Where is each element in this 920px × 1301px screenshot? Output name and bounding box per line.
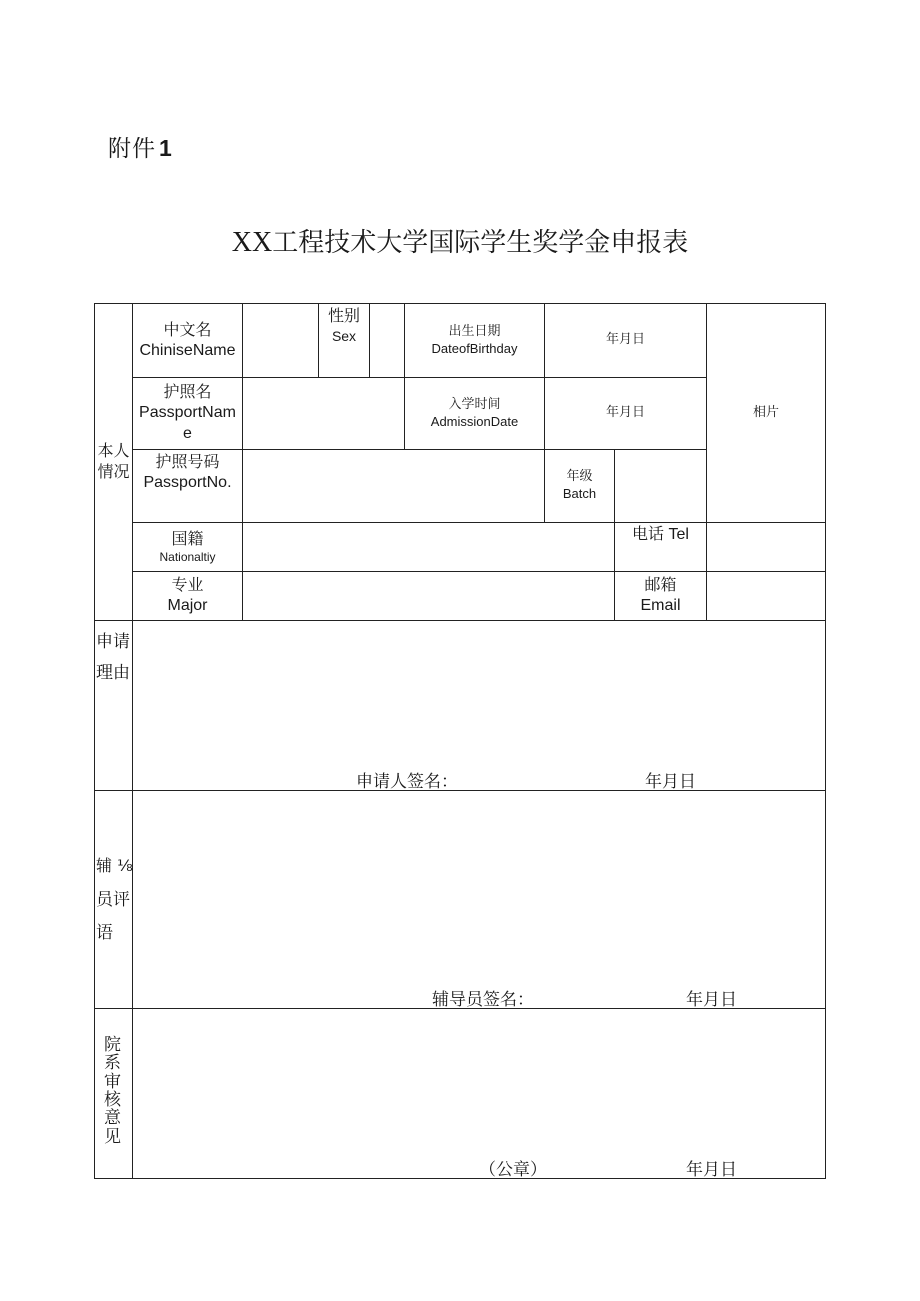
applicant-signature-label: 申请人签名： <box>356 772 458 792</box>
admission-cn: 入学时间 <box>448 396 501 412</box>
counselor-date: 年月日 <box>686 990 737 1010</box>
photo-label: 相片 <box>752 404 779 420</box>
annex-label <box>108 130 173 163</box>
counselor-label-line3: 语 <box>96 923 113 944</box>
applicant-date: 年月日 <box>645 772 696 792</box>
reason-label-line2: 理由 <box>96 663 130 684</box>
passport-no-field[interactable] <box>242 449 545 523</box>
major-en: Major <box>167 597 208 614</box>
department-label-char2: 系 <box>104 1053 121 1074</box>
email-en: Email <box>640 597 681 614</box>
title-prefix: XX <box>231 227 273 258</box>
admission-label <box>404 377 545 450</box>
reason-label-line1: 申请 <box>96 632 130 652</box>
dob-value: 年月日 <box>605 332 645 348</box>
admission-value: 年月日 <box>605 405 645 421</box>
admission-field[interactable] <box>544 377 707 450</box>
dob-label <box>404 303 545 378</box>
chinese-name-label <box>132 303 243 378</box>
personal-section-label <box>94 303 133 621</box>
tel-label <box>614 522 707 572</box>
batch-field[interactable] <box>614 449 707 523</box>
photo-box[interactable] <box>706 303 826 523</box>
passport-name-field[interactable] <box>242 377 405 450</box>
counselor-comment-field[interactable] <box>132 790 826 1009</box>
department-label-char4: 核 <box>104 1090 121 1111</box>
passport-name-en-line2: e <box>183 424 192 442</box>
chinese-name-cn: 中文名 <box>163 319 212 339</box>
nationality-label <box>132 522 243 572</box>
department-label-char1: 院 <box>104 1035 121 1055</box>
passport-no-en: PassportNo. <box>143 473 232 491</box>
tel-field[interactable] <box>706 522 826 572</box>
department-date: 年月日 <box>686 1160 737 1180</box>
form-title <box>0 222 920 259</box>
chinese-name-en: ChiniseName <box>139 341 236 359</box>
admission-en: AdmissionDate <box>430 413 519 429</box>
sex-field[interactable] <box>369 303 405 378</box>
email-field[interactable] <box>706 571 826 621</box>
official-seal-label: （公章） <box>479 1160 547 1180</box>
nationality-en: Nationaltiy <box>159 549 216 564</box>
chinese-name-field[interactable] <box>242 303 319 378</box>
passport-no-cn: 护照号码 <box>155 452 220 471</box>
nationality-cn: 国籍 <box>171 528 204 548</box>
sex-en: Sex <box>331 327 357 344</box>
passport-name-cn: 护照名 <box>163 382 212 402</box>
passport-name-en-line1: PassportNam <box>139 404 236 422</box>
passport-no-label <box>132 449 243 523</box>
personal-label-line1: 本人 <box>97 441 130 461</box>
passport-name-label <box>132 377 243 450</box>
major-field[interactable] <box>242 571 615 621</box>
batch-cn: 年级 <box>566 469 593 485</box>
title-main: 工程技术大学国际学生奖学金申报表 <box>272 228 689 258</box>
batch-en: Batch <box>562 486 597 501</box>
counselor-label-line1: 辅 ⅛ <box>96 856 133 875</box>
email-label <box>614 571 707 621</box>
counselor-label <box>96 856 133 945</box>
major-label <box>132 571 243 621</box>
reason-label <box>96 632 130 685</box>
counselor-label-line2: 员评 <box>96 890 130 910</box>
counselor-signature-label: 辅导员签名： <box>432 990 534 1010</box>
major-cn: 专业 <box>171 575 204 595</box>
department-opinion-field[interactable] <box>132 1008 826 1179</box>
department-label-char5: 意 <box>104 1108 121 1129</box>
department-label-char3: 审 <box>104 1071 121 1092</box>
reason-field[interactable] <box>132 620 826 791</box>
dob-en: DateofBirthday <box>431 340 518 356</box>
dob-cn: 出生日期 <box>448 323 501 339</box>
email-cn: 邮箱 <box>644 575 677 595</box>
department-label <box>104 1036 121 1146</box>
tel-text: 电话 Tel <box>632 526 689 543</box>
department-label-char6: 见 <box>104 1126 121 1147</box>
personal-label-line2: 情况 <box>97 462 130 481</box>
annex-text: 附件 <box>108 136 156 162</box>
nationality-field[interactable] <box>242 522 615 572</box>
sex-cn: 性别 <box>327 306 360 325</box>
dob-field[interactable] <box>544 303 707 378</box>
batch-label <box>544 449 615 523</box>
sex-label <box>318 303 370 378</box>
annex-number: 1 <box>159 135 173 161</box>
